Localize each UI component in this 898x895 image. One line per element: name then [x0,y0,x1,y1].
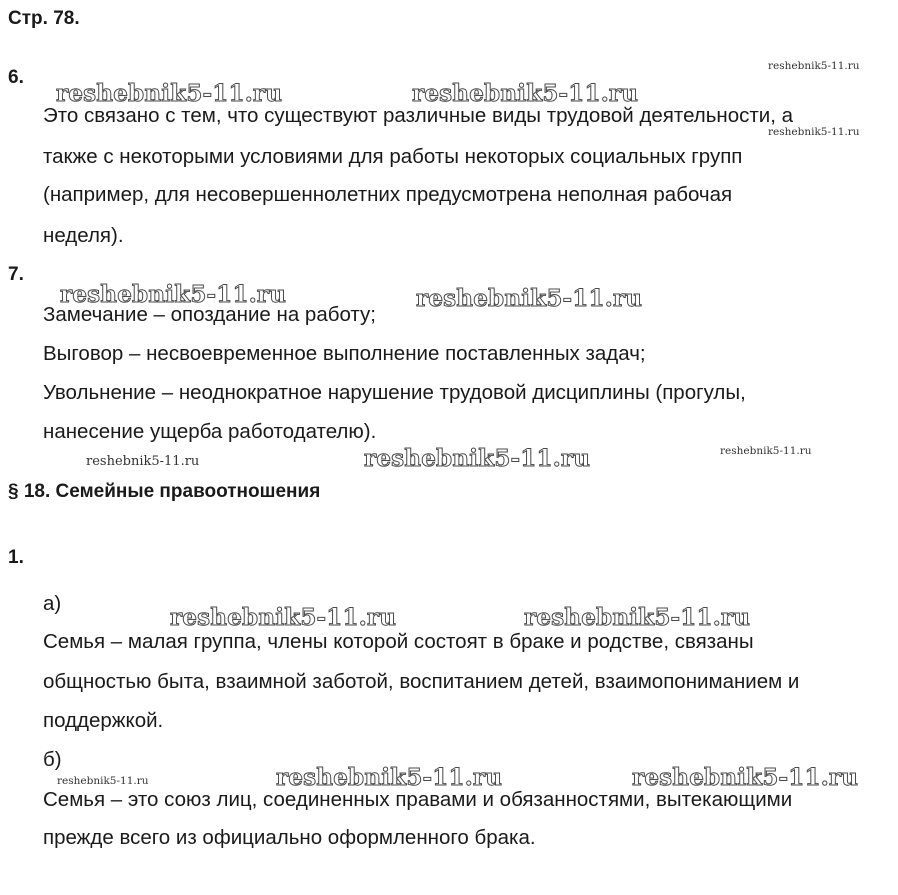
section-heading: § 18. Семейные правоотношения [8,481,321,502]
watermark-small: reshebnik5-11.ru [768,60,860,72]
task-1-number: 1. [8,547,24,568]
task-1a-line-3: поддержкой. [43,709,164,732]
task-1b-line-1: Семья – это союз лиц, соединенных правами и обязанностями, вытекающими [43,788,793,811]
watermark-small: reshebnik5-11.ru [57,775,149,787]
watermark: reshebnik5-11.ru [56,80,283,107]
task-1a-line-2: общностью быта, взаимной заботой, воспитанием детей, взаимопониманием и [43,670,800,693]
task-6-line-3: (например, для несовершеннолетних предусмотрена неполная рабочая [43,183,733,206]
task-6-line-1: Это связано с тем, что существуют различные виды трудовой деятельности, а [43,104,794,127]
task-7-line-1: Замечание – опоздание на работу; [43,303,376,326]
watermark: reshebnik5-11.ru [416,285,643,312]
task-1b-label: б) [43,748,62,771]
task-6-number: 6. [8,67,24,88]
task-7-line-4: нанесение ущерба работодателю). [43,420,377,443]
task-7-line-3: Увольнение – неоднократное нарушение трудовой дисциплины (прогулы, [43,381,746,404]
watermark: reshebnik5-11.ru [632,764,859,791]
watermark: reshebnik5-11.ru [276,764,503,791]
task-1b-line-2: прежде всего из официально оформленного брака. [43,826,536,849]
task-7-number: 7. [8,264,24,285]
watermark-small: reshebnik5-11.ru [86,454,200,469]
page-label: Стр. 78. [8,8,80,29]
watermark: reshebnik5-11.ru [60,281,287,308]
watermark: reshebnik5-11.ru [524,604,751,631]
task-1a-line-1: Семья – малая группа, члены которой состоят в браке и родстве, связаны [43,630,754,653]
task-7-line-2: Выговор – несвоевременное выполнение поставленных задач; [43,342,646,365]
watermark-small: reshebnik5-11.ru [768,126,860,138]
task-6-line-2: также с некоторыми условиями для работы некоторых социальных групп [43,145,743,168]
task-1a-label: а) [43,592,62,615]
task-6-line-4: неделя). [43,224,124,247]
watermark: reshebnik5-11.ru [412,80,639,107]
watermark-small: reshebnik5-11.ru [720,445,812,457]
watermark: reshebnik5-11.ru [170,604,397,631]
watermark: reshebnik5-11.ru [364,445,591,472]
